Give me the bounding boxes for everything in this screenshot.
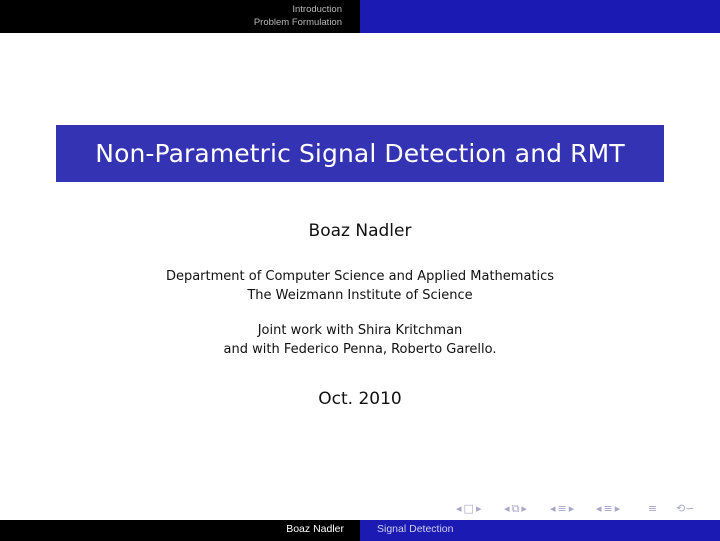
footer-author: Boaz Nadler bbox=[286, 523, 344, 535]
align-nav bbox=[647, 501, 658, 517]
subsection-nav bbox=[503, 501, 528, 517]
subsection-icon: ⧉ bbox=[511, 502, 520, 515]
frame-next-icon[interactable]: ▸ bbox=[475, 502, 482, 515]
presentation-icon: ≡ bbox=[603, 502, 613, 515]
presentation-date: Oct. 2010 bbox=[318, 389, 402, 409]
footer-short-title: Signal Detection bbox=[377, 523, 454, 535]
section-icon: ≡ bbox=[557, 502, 567, 515]
section-list bbox=[254, 3, 342, 29]
institution-department: Department of Computer Science and Applied Mathematics bbox=[165, 269, 555, 284]
search-nav bbox=[675, 501, 695, 517]
collaboration-line-2: and with Federico Penna, Roberto Garello. bbox=[223, 342, 497, 357]
subsection-next-icon[interactable]: ▸ bbox=[521, 502, 527, 515]
presentation-next-icon[interactable]: ▸ bbox=[614, 502, 621, 515]
footer-title-panel bbox=[360, 520, 720, 541]
header-subsection-panel bbox=[360, 0, 720, 33]
frame-icon: □ bbox=[463, 502, 474, 515]
search-icon[interactable]: ⟲∽ bbox=[676, 502, 695, 515]
section-prev-icon[interactable]: ◂ bbox=[550, 502, 556, 515]
header-navigation bbox=[0, 0, 720, 33]
frame-prev-icon[interactable]: ◂ bbox=[456, 502, 462, 515]
section-next-icon[interactable]: ▸ bbox=[568, 502, 575, 515]
frame-nav bbox=[455, 501, 482, 517]
author-name: Boaz Nadler bbox=[308, 221, 412, 241]
footer-author-panel bbox=[0, 520, 360, 541]
align-icon[interactable]: ≡ bbox=[648, 502, 658, 515]
slide-title: Non-Parametric Signal Detection and RMT bbox=[95, 139, 625, 168]
collaboration-line-1: Joint work with Shira Kritchman bbox=[257, 323, 463, 338]
nav-section-problem-formulation[interactable]: Problem Formulation bbox=[253, 17, 342, 28]
section-nav bbox=[549, 501, 575, 517]
presentation-nav bbox=[595, 501, 621, 517]
presentation-prev-icon[interactable]: ◂ bbox=[596, 502, 602, 515]
subsection-prev-icon[interactable]: ◂ bbox=[504, 502, 510, 515]
nav-section-introduction[interactable]: Introduction bbox=[292, 4, 342, 15]
header-section-panel bbox=[0, 0, 360, 33]
institution-name: The Weizmann Institute of Science bbox=[247, 288, 473, 303]
title-box bbox=[56, 125, 664, 182]
footer bbox=[0, 520, 720, 541]
